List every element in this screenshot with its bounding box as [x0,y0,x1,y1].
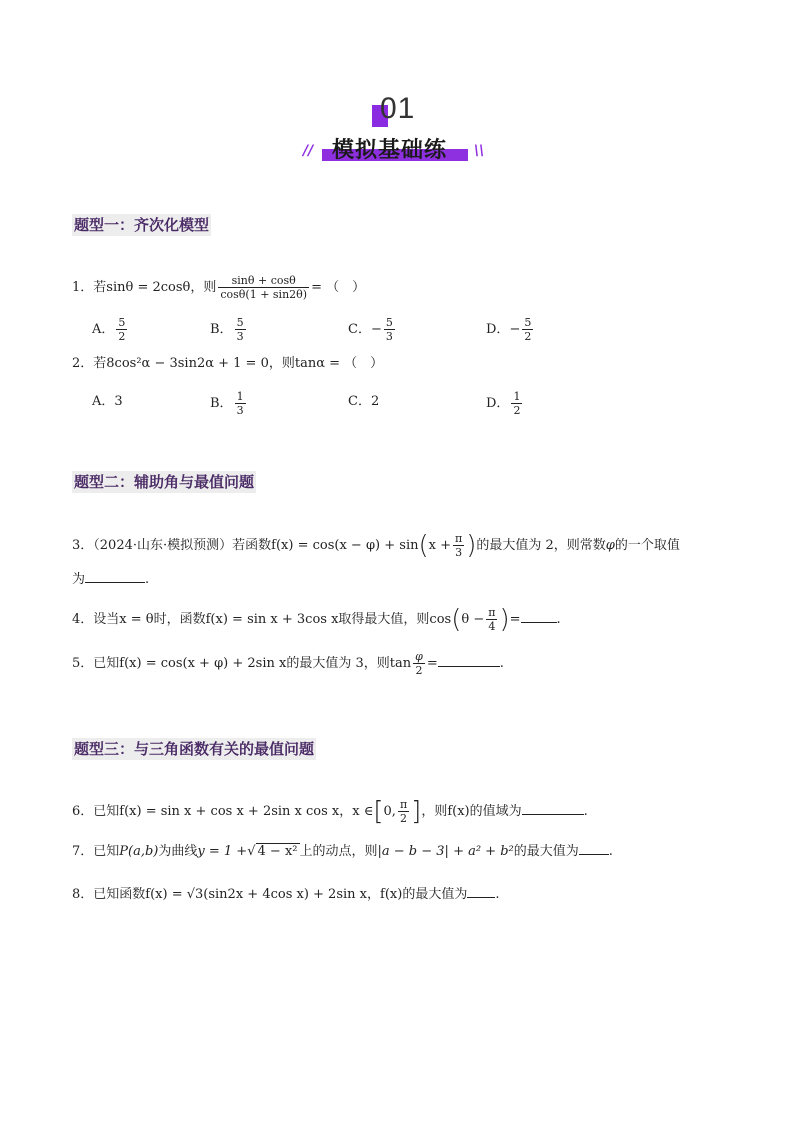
p1-fraction [218,274,309,301]
section-heading-2: 题型二：辅助角与最值问题 [74,473,255,491]
p6-dom: x ∈ [352,804,374,819]
problem-7 [72,842,613,862]
p5-eq: = [426,656,438,671]
p4-end: . [556,612,561,627]
p7-post2: 的最大值为 [513,844,579,859]
p1-tail: = （ ） [311,280,366,295]
p3-source: （2024·山东·模拟预测） [93,538,233,553]
p1-cond: sinθ = 2cosθ [106,280,191,295]
frac-num: π [455,532,463,545]
p7-end: . [608,844,613,859]
frac-num: 5 [236,316,244,329]
problem-3 [72,532,680,559]
option-frac [511,390,522,417]
p1-option-d[interactable] [486,316,535,343]
frac-den: 2 [118,330,126,343]
p3-post2: 的一个取值 [614,538,680,553]
p7-curve: y = 1 + [197,844,248,859]
frac-den: 3 [385,330,393,343]
frac-num: 5 [385,316,393,329]
p7-abs-expr: |a − b − 3| + a² + b² [377,844,514,859]
problem-4 [72,606,561,633]
p5-expr: f(x) = cos(x + φ) + 2sin x [119,656,287,671]
option-frac [235,390,246,417]
p6-mid: ，则 [421,804,448,819]
option-frac [235,316,246,343]
p3-post: 的最大值为 2，则常数 [476,538,606,553]
p3-expr: f(x) = cos(x − φ) + sin [271,538,419,553]
frac-num: 1 [236,390,244,403]
option-letter: C． [348,394,371,409]
p8-post: 的最大值为 [402,887,468,902]
p6-post: 的值域为 [469,804,522,819]
p5-num: 5．已知 [72,656,120,671]
p4-mid2: 取得最大值，则 [338,612,430,627]
section-number: 01 [380,92,416,125]
p8-sep: ， [367,887,381,902]
frac-den: 3 [455,546,463,559]
frac-den: 2 [400,812,408,825]
p4-inner: θ − [461,612,485,627]
p2-cond: 8cos²α − 3sin2α + 1 = 0 [106,356,269,371]
frac-num: 5 [118,316,126,329]
frac-den: 2 [513,404,521,417]
p2-option-c[interactable] [348,392,379,412]
option-text: 2 [370,394,380,409]
p3-phi: φ [605,538,615,553]
p4-num: 4．设当 [72,612,120,627]
problem-8 [72,885,499,905]
p6-expr: f(x) = sin x + cos x + 2sin x cos x [119,804,340,819]
p3-inner: x + [428,538,451,553]
option-sign: − [370,322,382,337]
p6-num: 6．已知 [72,804,120,819]
p1-frac-num: sinθ + cosθ [218,274,309,288]
section-heading-1: 题型一：齐次化模型 [74,216,210,234]
p2-option-a[interactable] [92,392,123,412]
p3-lparen: ( [418,530,429,561]
option-frac [522,316,533,343]
option-text: 3 [114,394,123,409]
frac-den: 2 [415,664,423,677]
p3-end: . [145,572,150,587]
p6-answer-blank[interactable] [522,802,584,815]
p7-num: 7．已知 [72,844,120,859]
frac-den: 4 [488,620,496,633]
frac-den: 3 [236,330,244,343]
problem-5 [72,650,504,677]
right-deco-slashes: \\ [474,143,485,159]
p6-lb: 0, [383,804,396,819]
p6-pi-frac [398,798,409,825]
p1-num: 1．若 [72,280,107,295]
page-title: 模拟基础练 [332,138,448,163]
section-heading-3: 题型三：与三角函数有关的最值问题 [74,740,315,758]
p3-answer-blank[interactable] [85,570,145,583]
option-letter: A． [92,322,115,337]
p3-num: 3． [72,538,94,553]
frac-den: 3 [236,404,244,417]
p6-rbracket: ] [411,796,422,827]
p8-end: . [495,887,500,902]
p4-rparen: ) [499,604,510,635]
p3-pi-frac [453,532,464,559]
option-letter: B． [210,322,233,337]
option-letter: D． [486,322,510,337]
p4-eq: = [509,612,521,627]
left-deco-slashes: // [303,143,314,159]
p7-point: P(a,b) [119,844,159,859]
p4-cond: x = θ [119,612,154,627]
p5-end: . [499,656,504,671]
p5-answer-blank[interactable] [438,654,500,667]
p6-fx: f(x) [447,804,470,819]
p2-mid: ，则 [268,356,295,371]
p8-num: 8．已知函数 [72,887,146,902]
p3-pre: 若函数 [232,538,272,553]
p4-lparen: ( [451,604,462,635]
p4-answer-blank[interactable] [521,610,557,623]
p8-expr: f(x) = √3(sin2x + 4cos x) + 2sin x [145,887,367,902]
p2-ask: tanα = （ ） [294,356,384,371]
p2-option-d[interactable] [486,390,524,417]
option-letter: D． [486,396,510,411]
p1-option-c[interactable] [348,316,397,343]
p4-pi-frac [486,606,497,633]
p4-mid: 时，函数 [153,612,206,627]
p2-option-b[interactable] [210,390,248,417]
p3-rparen: ) [466,530,477,561]
p1-option-a[interactable] [92,316,129,343]
p8-fx: f(x) [380,887,403,902]
p6-lbracket: [ [373,796,384,827]
option-letter: A． [92,394,115,409]
p6-sep: ， [339,804,353,819]
problem-6 [72,798,588,825]
option-letter: B． [210,396,233,411]
p7-radicand: 4 − x² [257,844,298,859]
option-letter: C． [348,322,371,337]
p5-tan: tan [389,656,412,671]
option-frac [384,316,395,343]
p7-sqrt-sign: √ [247,844,256,859]
p1-frac-den: cosθ(1 + sin2θ) [220,288,308,301]
p7-mid: 为曲线 [158,844,198,859]
frac-num: 5 [524,316,532,329]
p1-option-b[interactable] [210,316,248,343]
p3-line2: 为 [72,572,86,587]
p5-phi-frac [413,650,425,677]
problem-3-line2 [72,570,149,590]
frac-num: 1 [513,390,521,403]
frac-den: 2 [524,330,532,343]
p5-mid: 的最大值为 3，则 [286,656,390,671]
p1-mid: ，则 [190,280,217,295]
frac-num: φ [415,650,423,663]
option-sign: − [509,322,521,337]
p7-answer-blank[interactable] [579,842,609,855]
p6-end: . [583,804,588,819]
p4-cos: cos [429,612,452,627]
problem-1 [72,274,365,301]
p4-expr: f(x) = sin x + 3cos x [205,612,339,627]
frac-num: π [488,606,496,619]
option-frac [116,316,127,343]
p8-answer-blank[interactable] [467,885,495,898]
frac-num: π [399,798,408,811]
problem-2 [72,354,383,374]
p7-post: 上的动点，则 [299,844,378,859]
p2-num: 2．若 [72,356,107,371]
